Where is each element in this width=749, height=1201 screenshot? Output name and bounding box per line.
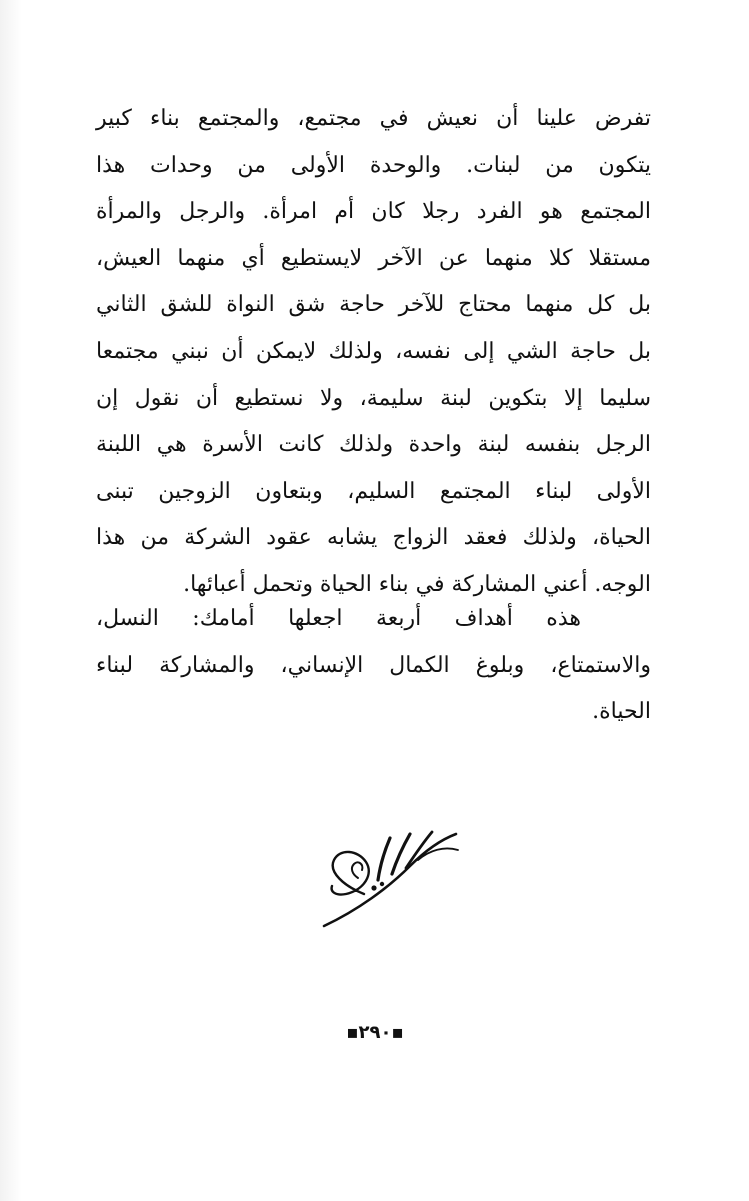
page-edge-shadow [0,0,22,1201]
text-line: بل حاجة الشي إلى نفسه، ولذلك لايمكن أن نبني مجتمعا [96,338,651,364]
calligraphic-flourish-ornament-icon [318,822,463,932]
text-line: يتكون من لبنات. والوحدة الأولى من وحدات هذا [96,152,651,178]
text-line: الحياة. [592,699,651,725]
text-line: مستقلا كلا منهما عن الآخر لايستطيع أي منهما العيش، [96,245,651,271]
text-line: تفرض علينا أن نعيش في مجتمع، والمجتمع بناء كبير [96,106,651,131]
text-line: الحياة، ولذلك فعقد الزواج يشابه عقود الشركة من هذا [96,525,651,551]
text-line: سليما إلا بتكوين لبنة سليمة، ولا نستطيع أن نقول إن [96,385,651,411]
text-line: الرجل بنفسه لبنة واحدة ولذلك كانت الأسرة هي اللبنة [96,432,651,458]
text-line: المجتمع هو الفرد رجلا كان أم امرأة. والرجل والمرأة [96,199,651,225]
text-line: الأولى لبناء المجتمع السليم، وبتعاون الزوجين تبنى [96,478,651,504]
paragraph-2 [96,596,651,736]
text-line: الوجه. أعني المشاركة في بناء الحياة وتحمل أعبائها. [183,571,651,597]
text-line: بل كل منهما محتاج للآخر حاجة شق النواة للشق الثاني [96,292,651,318]
text-line: والاستمتاع، وبلوغ الكمال الإنساني، والمشاركة لبناء [96,652,651,678]
paragraph-1 [96,96,651,609]
page-number: ▪٢٩٠▪ [346,1022,404,1043]
text-line: هذه أهداف أربعة اجعلها أمامك: النسل، [96,606,581,631]
